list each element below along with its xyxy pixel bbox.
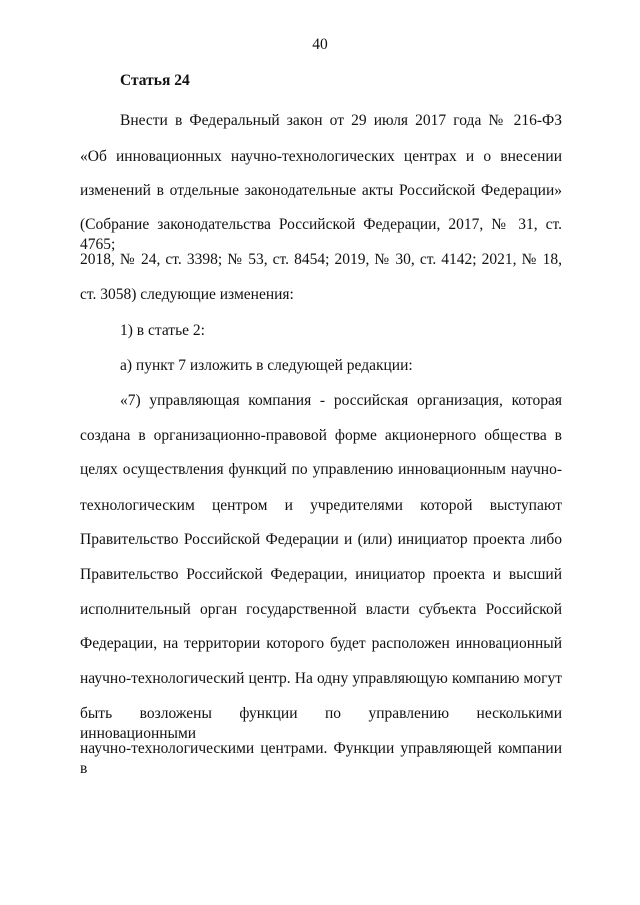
text-line: быть возложены функции по управлению несколькими инновационными [80, 705, 562, 742]
list-item-line: а) пункт 7 изложить в следующей редакции: [120, 357, 413, 374]
text-line: научно-технологическими центрами. Функции управляющей компании в [80, 740, 562, 777]
text-line: научно-технологический центр. На одну управляющую компанию могут [80, 670, 562, 687]
text-line: создана в организационно-правовой форме акционерного общества в [80, 427, 562, 444]
page-number: 40 [312, 36, 328, 53]
text-line: Федерации, на территории которого будет расположен инновационный [80, 635, 562, 652]
text-line: Правительство Российской Федерации и (или) инициатор проекта либо [80, 531, 562, 548]
article-heading: Статья 24 [120, 72, 190, 89]
text-line: «Об инновационных научно-технологических центрах и о внесении [80, 148, 562, 165]
text-line: 2018, № 24, ст. 3398; № 53, ст. 8454; 2019, № 30, ст. 4142; 2021, № 18, [80, 251, 562, 268]
text-line: «7) управляющая компания - российская организация, которая [120, 392, 562, 409]
text-line: изменений в отдельные законодательные акты Российской Федерации» [80, 182, 562, 199]
text-line: Внести в Федеральный закон от 29 июля 2017 года № 216-ФЗ [120, 112, 562, 129]
text-line: (Собрание законодательства Российской Федерации, 2017, № 31, ст. 4765; [80, 216, 562, 253]
text-line: ст. 3058) следующие изменения: [80, 286, 294, 303]
text-line: Правительство Российской Федерации, инициатор проекта и высший [80, 566, 562, 583]
text-line: технологическим центром и учредителями которой выступают [80, 497, 562, 514]
list-item-line: 1) в статье 2: [120, 322, 205, 339]
text-line: целях осуществления функций по управлению инновационным научно- [80, 461, 562, 478]
text-line: исполнительный орган государственной власти субъекта Российской [80, 601, 562, 618]
